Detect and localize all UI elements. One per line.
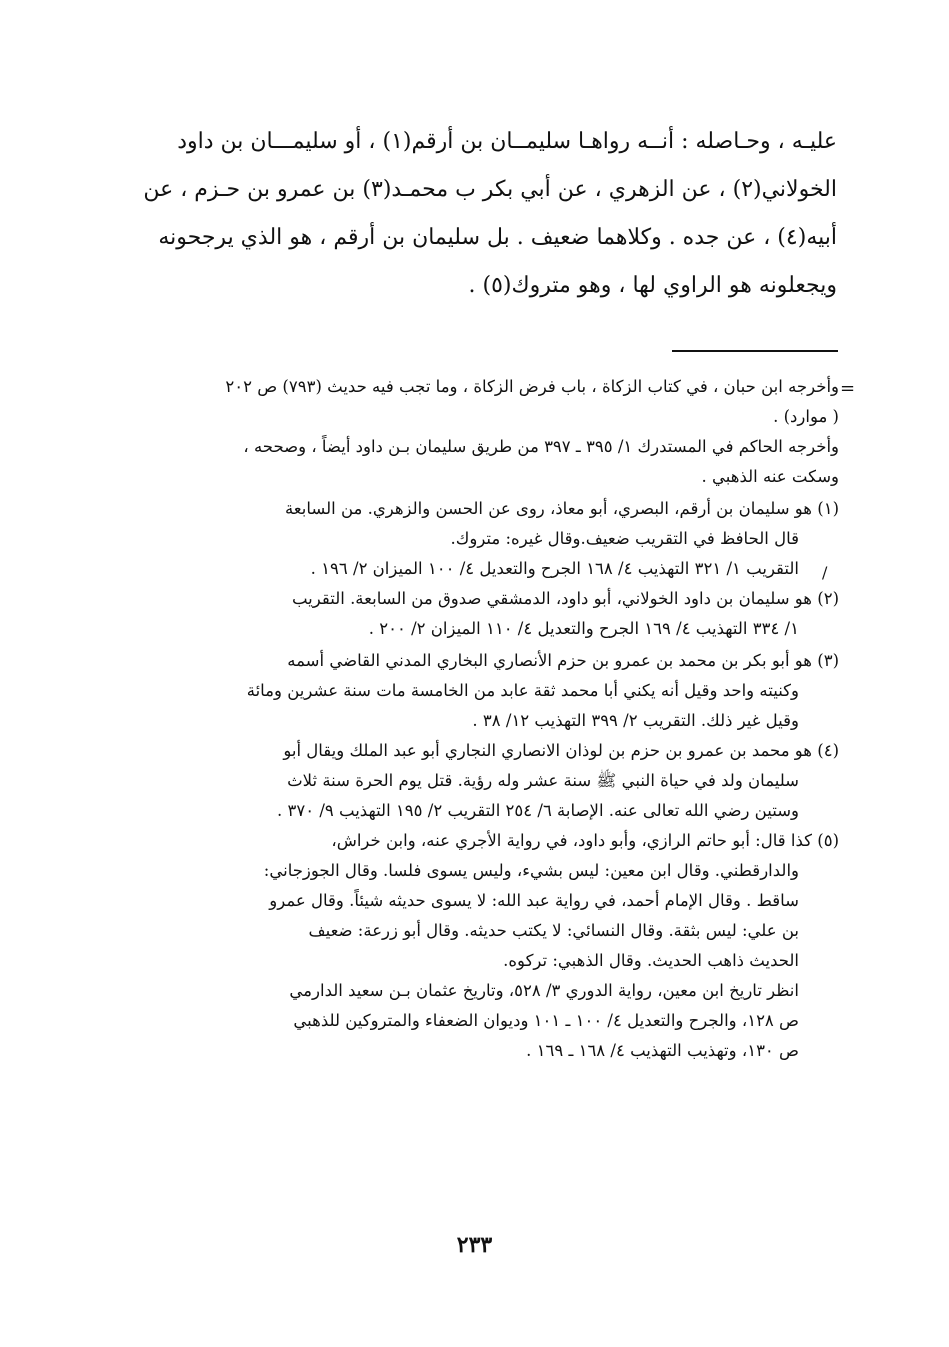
footnote-line: (١) هو سليمان بن أرقم، البصري، أبو معاذ، روى عن الحسن والزهري. من السابعة bbox=[284, 499, 839, 518]
footnote-line: وكنيته واحد وقيل أنه يكني أبا محمد ثقة عابد من الخامسة مات سنة عشرين ومائة bbox=[246, 681, 799, 700]
footnote-1 bbox=[139, 494, 839, 584]
footnote-line: بن علي: ليس بثقة. وقال النسائي: لا يكتب حديثه. وقال أبو زرعة: ضعيف bbox=[308, 921, 799, 940]
footnote-2 bbox=[139, 584, 839, 644]
footnote-line: ( موارد) . bbox=[773, 407, 839, 426]
footnote-line: (٣) هو أبو بكر بن محمد بن عمرو بن حزم الأنصاري البخاري المدني القاضي أسمه bbox=[287, 651, 839, 670]
footnote-line: سليمان ولد في حياة النبي ﷺ سنة عشر وله رؤية. قتل يوم الحرة سنة ثلاث bbox=[287, 771, 799, 790]
main-text-line: الخولاني(٢) ، عن الزهري ، عن أبي بكر ب محمـد(٣) بن عمرو بن حـزم ، عن bbox=[143, 177, 837, 202]
footnote-line: ١/ ٣٣٤ التهذيب ٤/ ١٦٩ الجرح والتعديل ٤/ ١١٠ الميزان ٢/ ٢٠٠ . bbox=[368, 619, 799, 638]
main-text-line: ويجعلونه هو الراوي لها ، وهو متروك(٥) . bbox=[468, 273, 837, 298]
main-text-line: عليـه ، وحـاصله : أنــه رواهـا سليمــان بن أرقم(١) ، أو سليمـــان بن داود bbox=[177, 129, 837, 154]
footnote-separator bbox=[672, 350, 838, 352]
footnote-continued bbox=[139, 372, 839, 492]
footnote-5 bbox=[139, 826, 839, 1066]
main-text-line: أبيه(٤) ، عن جده . وكلاهما ضعيف . بل سليمان بن أرقم ، هو الذي يرجحونه bbox=[158, 225, 837, 250]
footnote-line: (٥) كذا قال: أبو حاتم الرازي، وأبو داود، في رواية الأجري عنه، وابن خراش، bbox=[331, 831, 839, 850]
continuation-mark: = bbox=[840, 378, 856, 399]
footnote-line: انظر تاريخ ابن معين، رواية الدوري ٣/ ٥٢٨، وتاريخ عثمان بـن سعيد الدارمي bbox=[289, 981, 799, 1000]
footnote-3 bbox=[139, 646, 839, 736]
margin-mark: / bbox=[822, 563, 828, 582]
footnote-line: التقريب ١/ ٣٢١ التهذيب ٤/ ١٦٨ الجرح والتعديل ٤/ ١٠٠ الميزان ٢/ ١٩٦ . bbox=[310, 559, 799, 578]
footnote-line: وستين رضي الله تعالى عنه. الإصابة ٦/ ٢٥٤ التقريب ٢/ ١٩٥ التهذيب ٩/ ٣٧٠ . bbox=[276, 801, 799, 820]
page-number: ٢٣٣ bbox=[456, 1232, 493, 1258]
footnote-line: ص ١٣٠، وتهذيب التهذيب ٤/ ١٦٨ ـ ١٦٩ . bbox=[526, 1041, 799, 1060]
footnote-line: والدارقطني. وقال ابن معين: ليس بشيء، وليس يسوى فلسا. وقال الجوزجاني: bbox=[263, 861, 799, 880]
footnote-line: ساقط . وقال الإمام أحمد، في رواية عبد الله: لا يسوى حديثه شيئاً. وقال عمرو bbox=[269, 891, 799, 910]
footnote-line: ص ١٢٨، والجرح والتعديل ٤/ ١٠٠ ـ ١٠١ وديوان الضعفاء والمتروكين للذهبي bbox=[293, 1011, 799, 1030]
footnote-line: وقيل غير ذلك. التقريب ٢/ ٣٩٩ التهذيب ١٢/ ٣٨ . bbox=[472, 711, 799, 730]
footnote-line: (٤) هو محمد بن عمرو بن حزم بن لوذان الانصاري النجاري أبو عبد الملك ويقال أبو bbox=[283, 741, 839, 760]
footnote-line: وأخرجه الحاكم في المستدرك ١/ ٣٩٥ ـ ٣٩٧ من طريق سليمان بـن داود أيضاً ، وصححه ، bbox=[243, 437, 839, 456]
footnote-line: وأخرجه ابن حبان ، في كتاب الزكاة ، باب فرض الزكاة ، وما تجب فيه حديث (٧٩٣) ص ٢٠٢ bbox=[225, 377, 839, 396]
footnote-line: الحديث ذاهب الحديث. وقال الذهبي: تركوه. bbox=[503, 951, 799, 970]
main-text-block bbox=[137, 118, 837, 310]
footnotes-block bbox=[139, 372, 839, 1066]
footnote-4 bbox=[139, 736, 839, 826]
footnote-line: قال الحافظ في التقريب ضعيف.وقال غيره: متروك. bbox=[450, 529, 799, 548]
footnote-line: (٢) هو سليمان بن داود الخولاني، أبو داود، الدمشقي صدوق من السابعة. التقريب bbox=[291, 589, 839, 608]
footnote-line: وسكت عنه الذهبي . bbox=[701, 467, 839, 486]
